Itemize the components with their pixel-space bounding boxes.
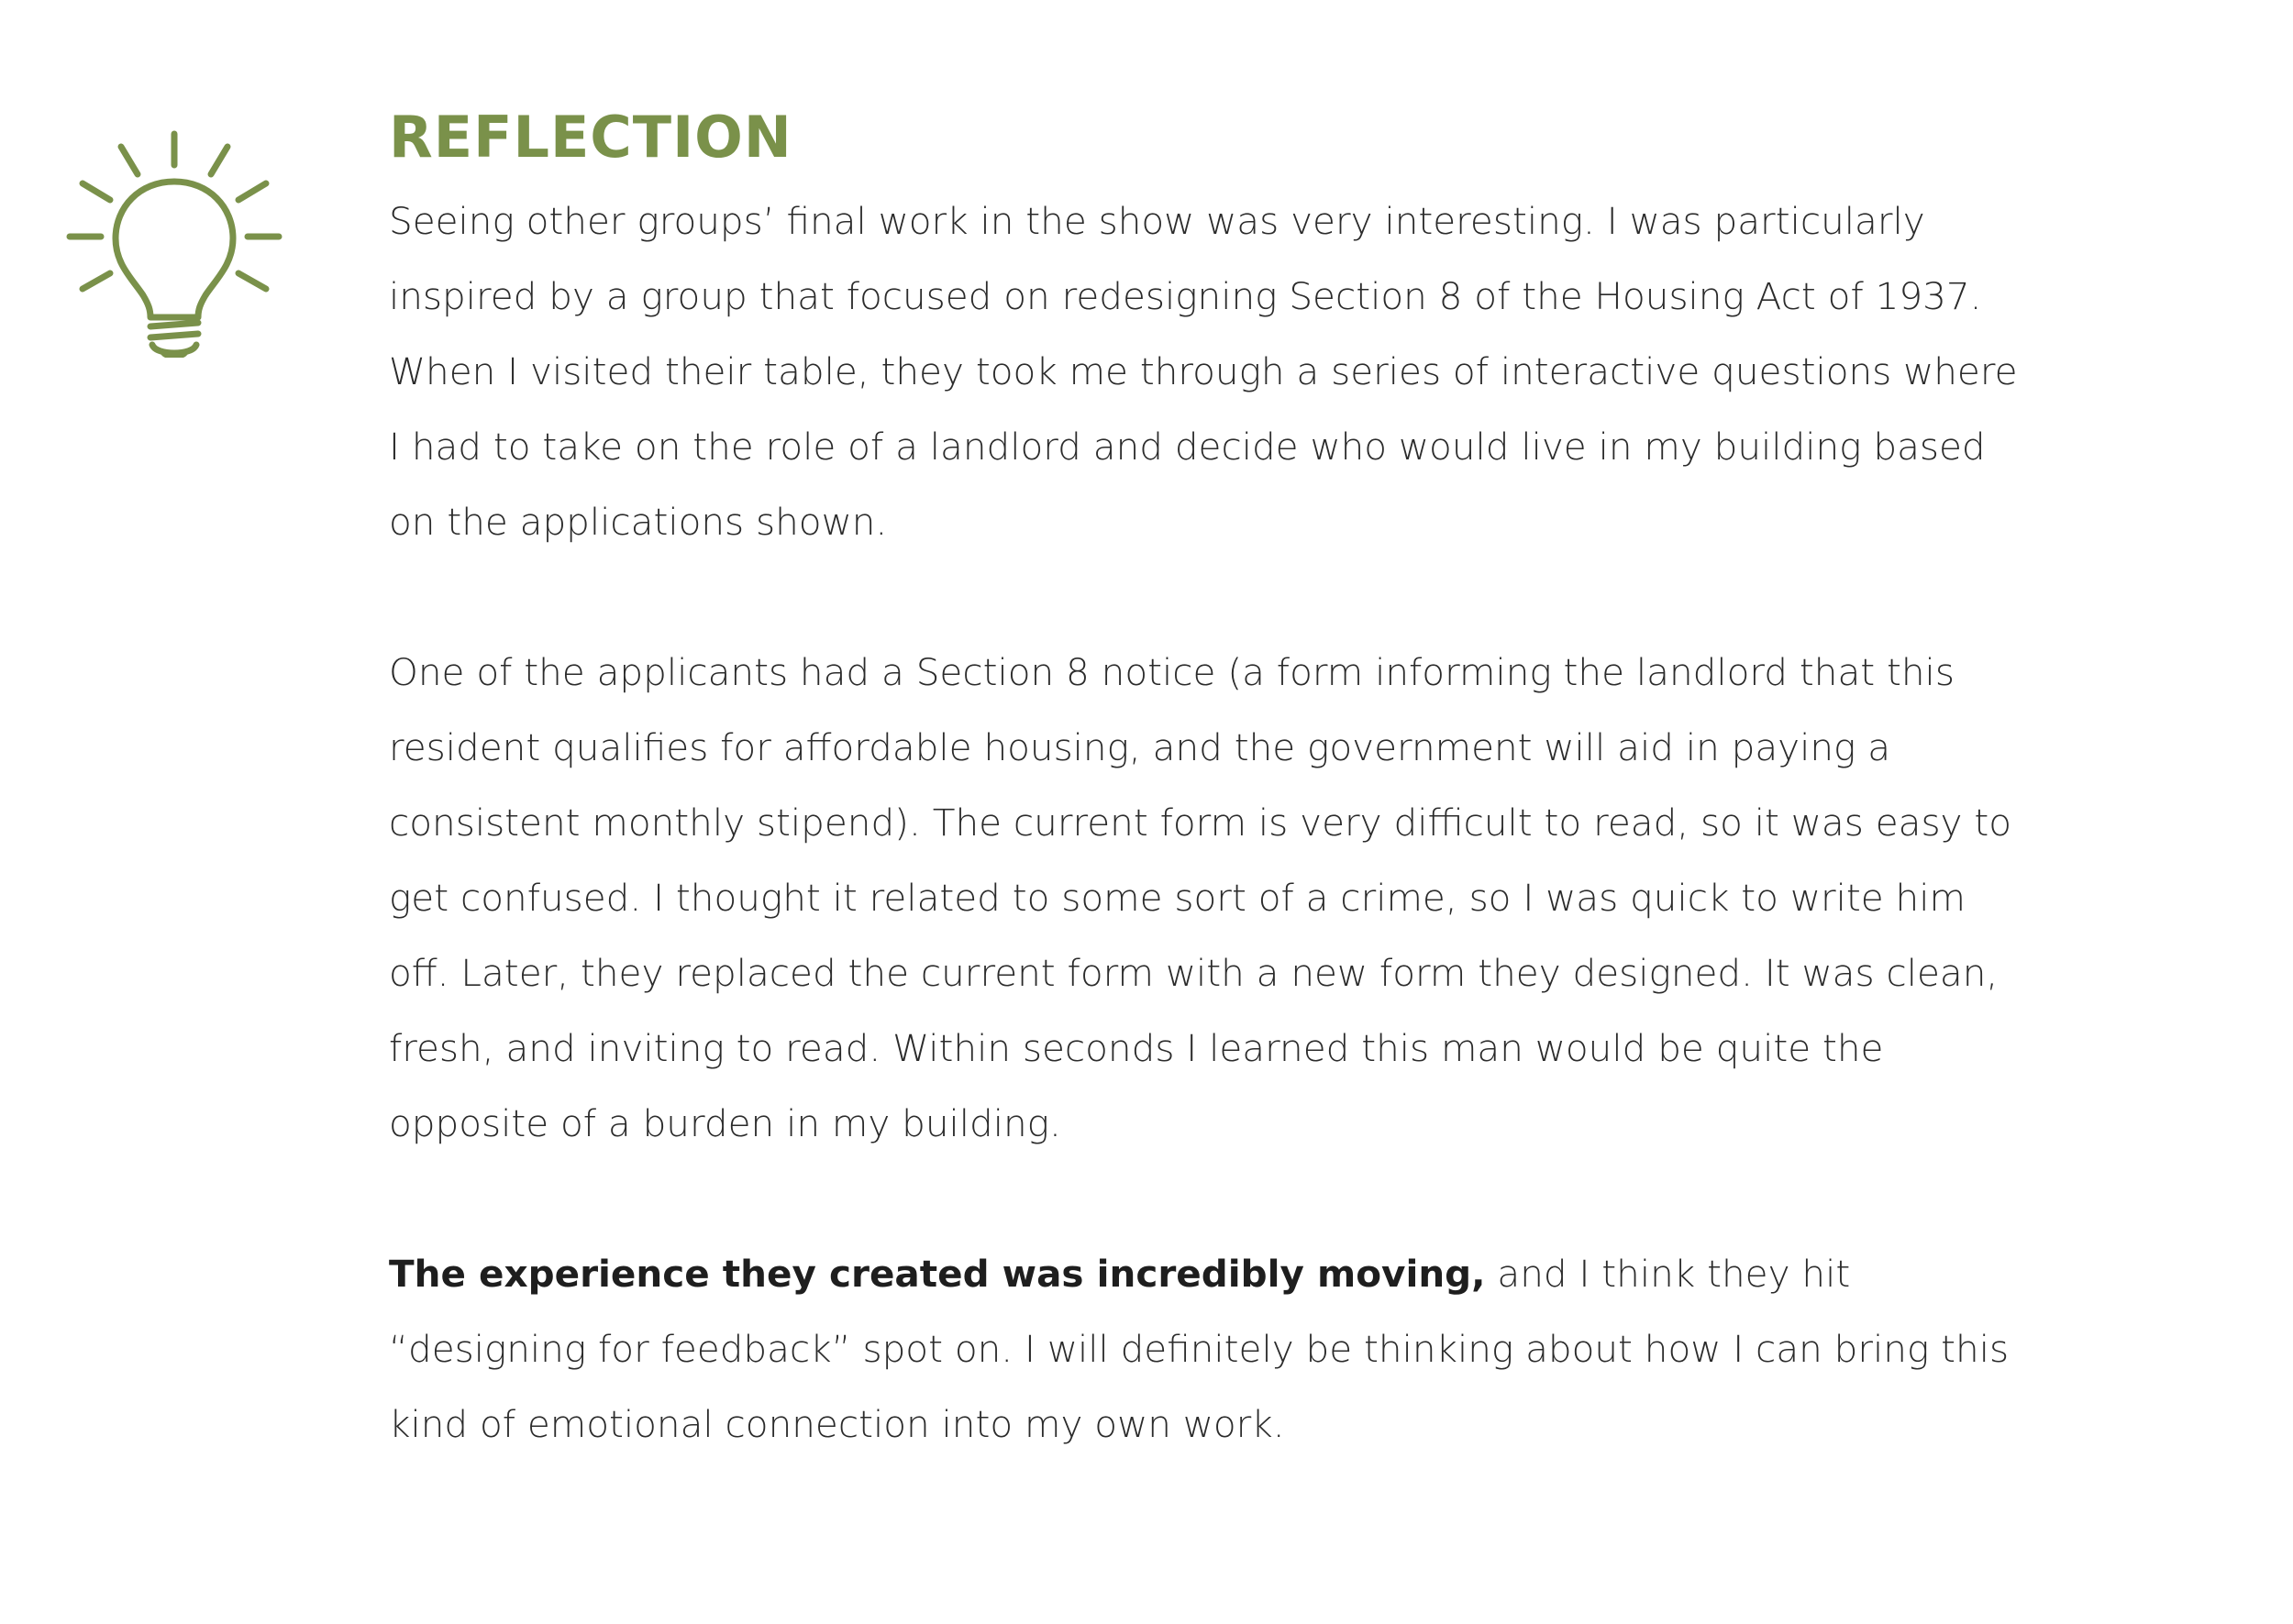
paragraph-1: Seeing other groups’ final work in the show was very interesting. I was particularly inspired by a group that focused on redesigning Section 8 of the Housing Act of 1937. When I visited their table, they took me through a series of interactive questions where I had to take on the role of a landlord and decide who would live in my building based on the applications shown. <box>389 199 2018 544</box>
paragraph-2: One of the applicants had a Section 8 notice (a form informing the landlord that this resident qualifies for affordable housing, and the government will aid in paying a consistent monthly stipend). The current form is very difficult to read, so it was easy to get confused. I thought it related to some sort of a crime, so I was quick to write him off. Later, they replaced the current form with a new form they designed. It was clean, fresh, and inviting to read. Within seconds I learned this man would be quite the opposite of a burden in my building. <box>389 650 2012 1145</box>
emphasis-text: The experience they created was incredibly moving, <box>389 1252 1486 1296</box>
paragraph-3 <box>389 1236 2031 1462</box>
reflection-section <box>389 92 2031 1462</box>
section-heading: REFLECTION <box>389 104 792 171</box>
lightbulb-icon <box>64 128 284 358</box>
closing-text: and I think they hit “designing for feedback” spot on. I will definitely be thinking about how I can bring this kind of emotional connection into my own work. <box>389 1252 2010 1446</box>
